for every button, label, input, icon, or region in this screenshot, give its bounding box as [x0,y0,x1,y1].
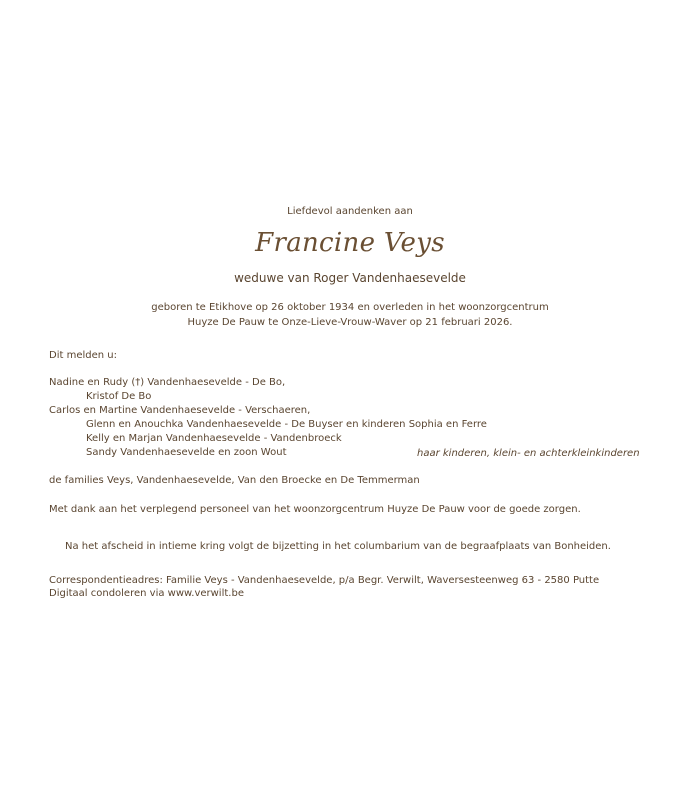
birth-death-line-2: Huyze De Pauw te Onze-Lieve-Vrouw-Waver op 21 februari 2026. [187,317,513,328]
intro-text: Liefdevol aandenken aan [287,206,413,217]
family-line: Glenn en Anouchka Vandenhaesevelde - De Buyser en kinderen Sophia en Ferre [86,419,487,430]
widow-line: weduwe van Roger Vandenhaesevelde [234,271,466,285]
thanks-line: Met dank aan het verplegend personeel van het woonzorgcentrum Huyze De Pauw voor de goede zorgen. [49,504,581,515]
family-line: Sandy Vandenhaesevelde en zoon Wout [86,447,287,458]
descendants-note: haar kinderen, klein- en achterkleinkinderen [417,448,640,459]
family-line: Carlos en Martine Vandenhaesevelde - Verschaeren, [49,405,311,416]
correspondence-address: Correspondentieadres: Familie Veys - Vandenhaesevelde, p/a Begr. Verwilt, Waversesteenweg 63 - 2580 Putte [49,575,600,586]
families-line: de families Veys, Vandenhaesevelde, Van den Broecke en De Temmerman [49,475,420,486]
birth-death-line-1: geboren te Etikhove op 26 oktober 1934 en overleden in het woonzorgcentrum [151,302,549,313]
announcement: Dit melden u: [49,350,117,361]
family-line: Nadine en Rudy (†) Vandenhaesevelde - De Bo, [49,377,286,388]
family-line: Kristof De Bo [86,391,152,402]
funeral-line: Na het afscheid in intieme kring volgt de bijzetting in het columbarium van de begraafplaats van Bonheiden. [65,541,611,552]
deceased-name: Francine Veys [255,228,445,258]
family-line: Kelly en Marjan Vandenhaesevelde - Vandenbroeck [86,433,342,444]
condolence-link: Digitaal condoleren via www.verwilt.be [49,588,244,599]
